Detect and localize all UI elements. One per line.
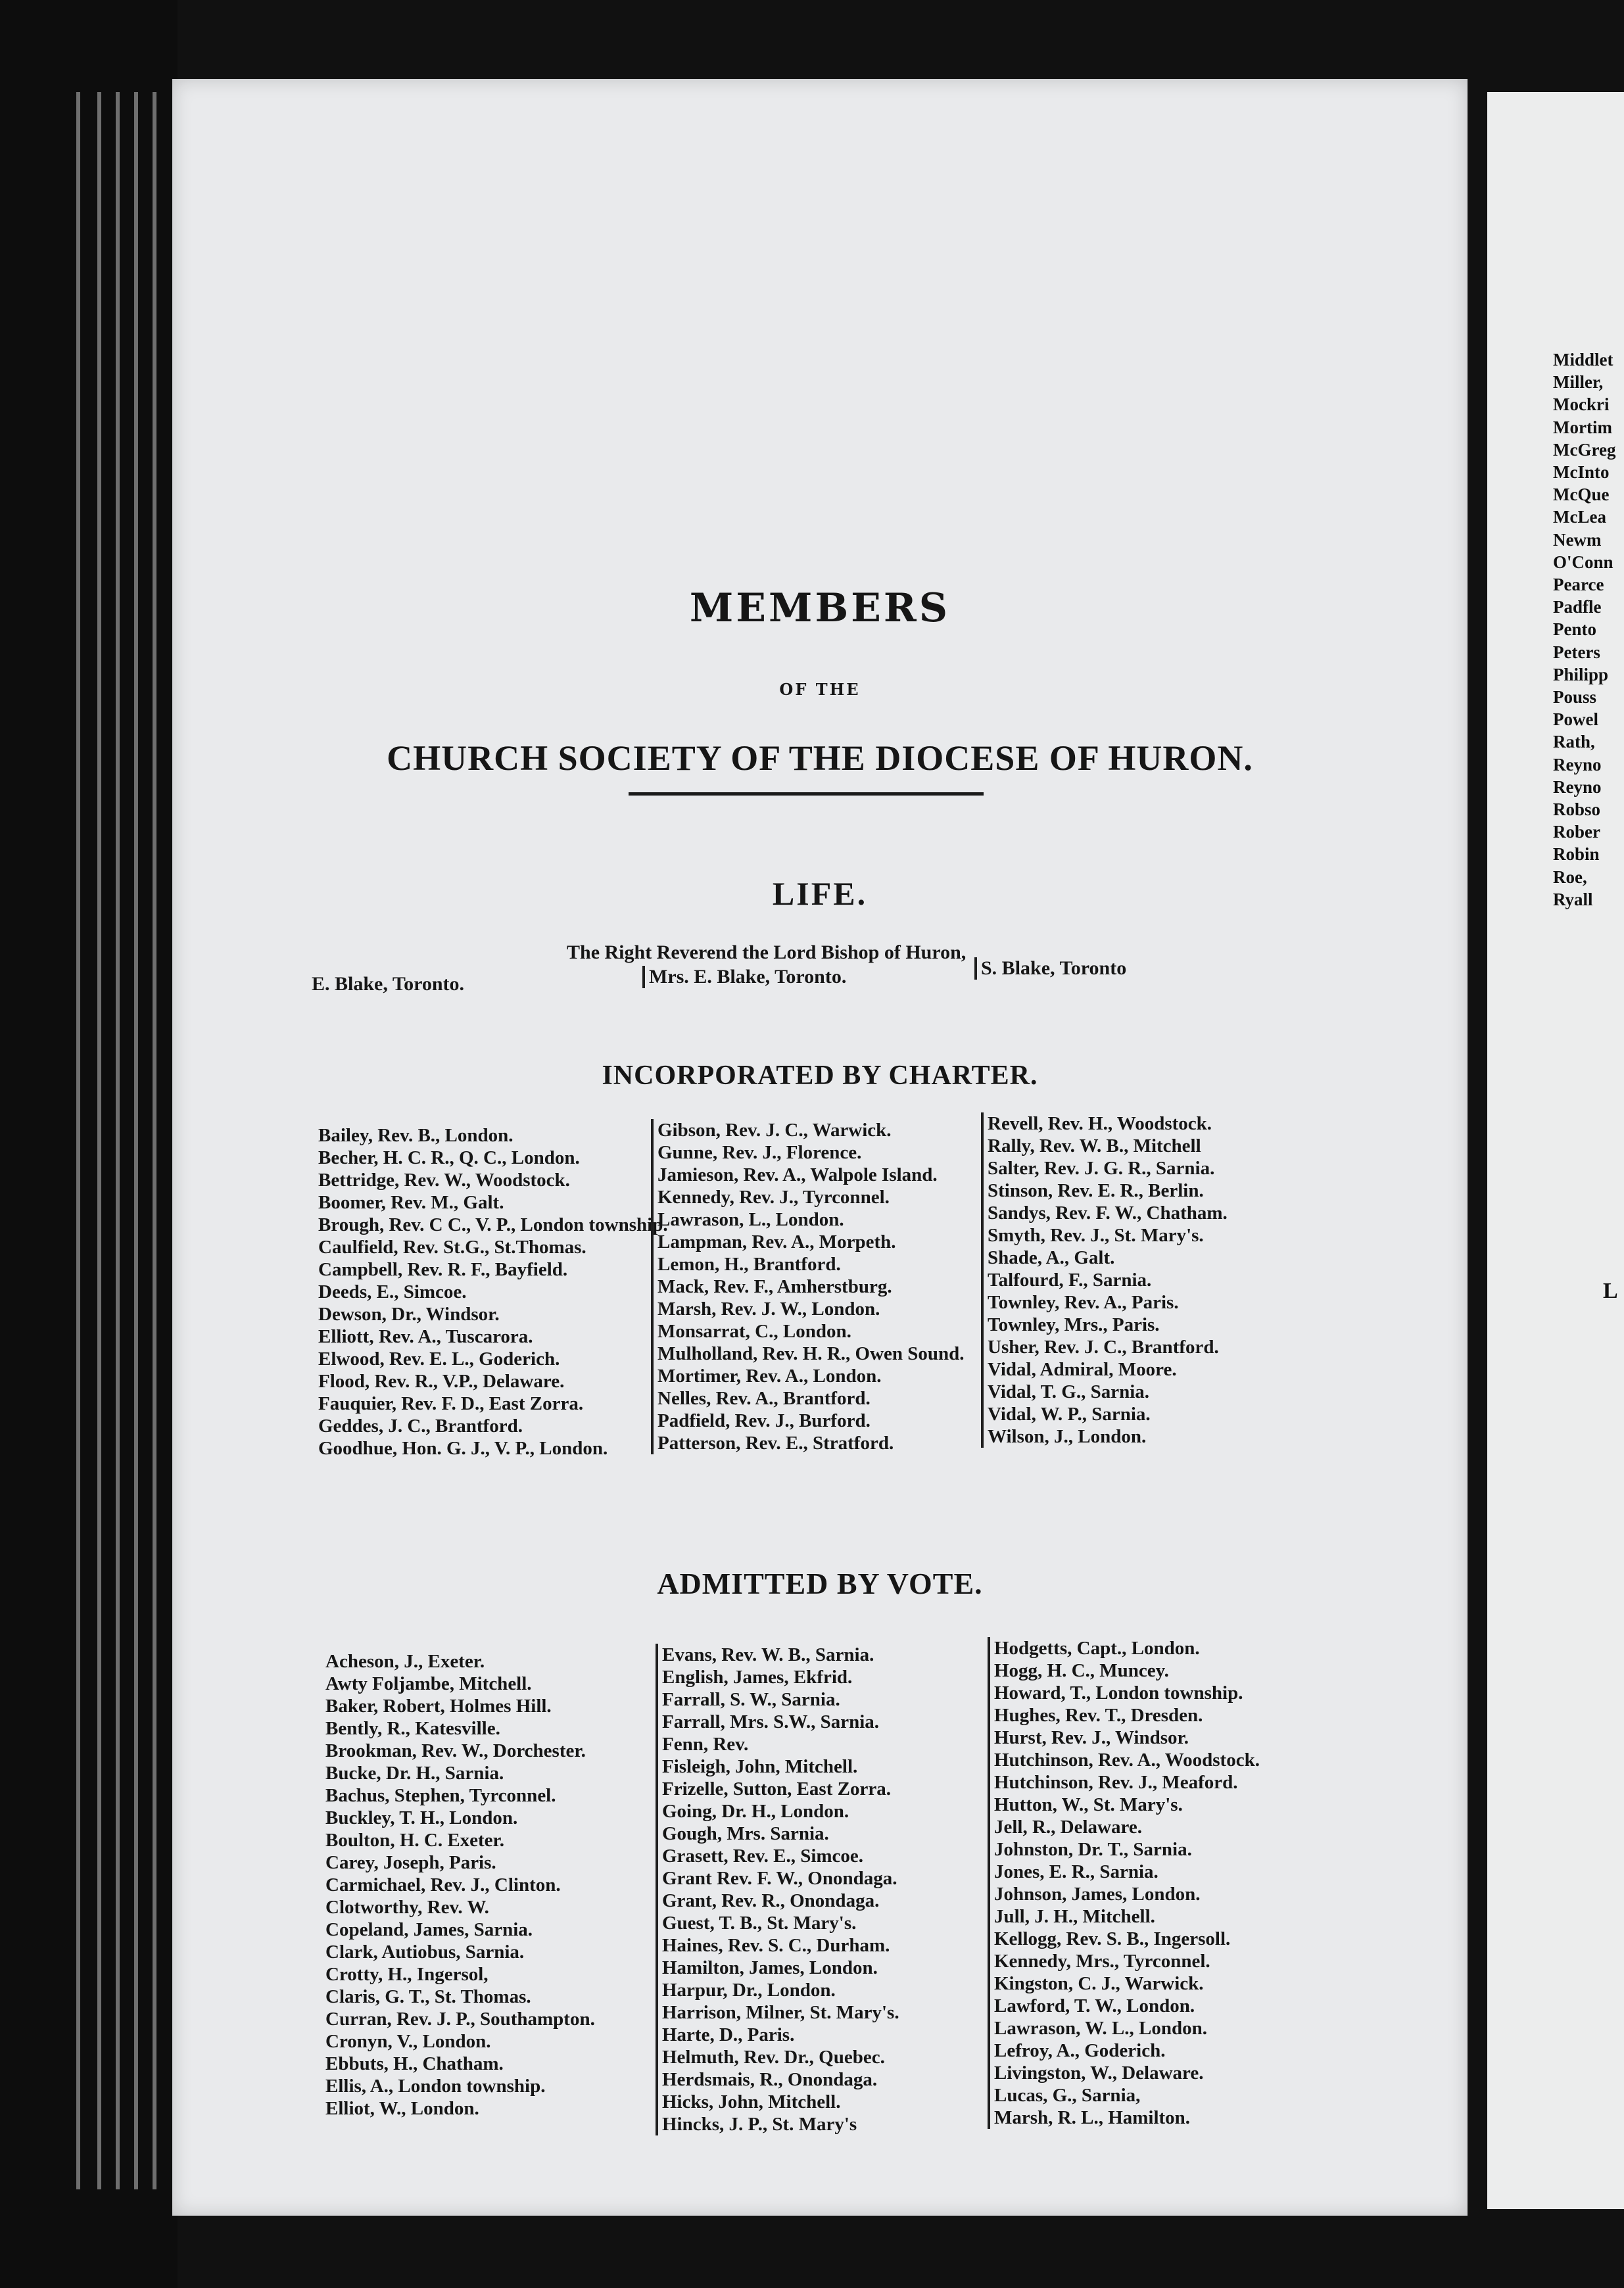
member-entry: Helmuth, Rev. Dr., Quebec. xyxy=(662,2047,885,2068)
member-entry: Gunne, Rev. J., Florence. xyxy=(657,1142,862,1163)
member-entry: Fenn, Rev. xyxy=(662,1734,749,1755)
facing-name: Robso xyxy=(1553,799,1601,820)
member-entry: Cronyn, V., London. xyxy=(325,2031,491,2052)
member-entry: Boulton, H. C. Exeter. xyxy=(325,1830,505,1851)
member-entry: Farrall, Mrs. S.W., Sarnia. xyxy=(662,1711,880,1732)
member-entry: Lawrason, W. L., London. xyxy=(994,2018,1207,2039)
life-member: S. Blake, Toronto xyxy=(974,957,1126,980)
facing-name: Mockri xyxy=(1553,394,1610,415)
member-entry: English, James, Ekfrid. xyxy=(662,1667,853,1688)
member-entry: Frizelle, Sutton, East Zorra. xyxy=(662,1778,891,1799)
vote-column xyxy=(656,1644,997,2135)
facing-name: Miller, xyxy=(1553,372,1604,393)
page-leaf-edge xyxy=(153,92,156,2189)
member-entry: Brough, Rev. C C., V. P., London township. xyxy=(318,1214,668,1235)
facing-name: Robin xyxy=(1553,844,1600,865)
member-entry: Lawford, T. W., London. xyxy=(994,1995,1195,2016)
member-entry: Marsh, R. L., Hamilton. xyxy=(994,2107,1191,2128)
member-entry: Mortimer, Rev. A., London. xyxy=(657,1366,882,1387)
facing-page xyxy=(1487,92,1624,2209)
member-entry: Hughes, Rev. T., Dresden. xyxy=(994,1705,1203,1726)
member-entry: Awty Foljambe, Mitchell. xyxy=(325,1673,532,1694)
member-entry: Jamieson, Rev. A., Walpole Island. xyxy=(657,1164,938,1185)
member-entry: Jones, E. R., Sarnia. xyxy=(994,1861,1158,1882)
member-entry: Livingston, W., Delaware. xyxy=(994,2062,1204,2084)
member-entry: Buckley, T. H., London. xyxy=(325,1807,518,1828)
member-entry: Bachus, Stephen, Tyrconnel. xyxy=(325,1785,556,1806)
facing-name: Pouss xyxy=(1553,687,1597,707)
member-entry: Baker, Robert, Holmes Hill. xyxy=(325,1696,552,1717)
page-leaf-edge xyxy=(116,92,120,2189)
facing-name: O'Conn xyxy=(1553,552,1613,572)
member-entry: Bucke, Dr. H., Sarnia. xyxy=(325,1763,504,1784)
member-entry: Hutton, W., St. Mary's. xyxy=(994,1794,1183,1815)
facing-name: Rober xyxy=(1553,822,1600,842)
facing-name: Reyno xyxy=(1553,776,1602,797)
member-entry: Revell, Rev. H., Woodstock. xyxy=(988,1113,1212,1134)
member-entry: Mack, Rev. F., Amherstburg. xyxy=(657,1276,892,1297)
member-entry: Townley, Mrs., Paris. xyxy=(988,1314,1160,1335)
member-entry: Kennedy, Rev. J., Tyrconnel. xyxy=(657,1187,890,1208)
life-heading: LIFE. xyxy=(772,875,868,912)
member-entry: Patterson, Rev. E., Stratford. xyxy=(657,1433,894,1454)
facing-name: Peters xyxy=(1553,642,1600,662)
facing-name: Reyno xyxy=(1553,754,1602,775)
member-entry: Mulholland, Rev. H. R., Owen Sound. xyxy=(657,1343,965,1364)
member-entry: Grant, Rev. R., Onondaga. xyxy=(662,1890,880,1911)
member-entry: Talfourd, F., Sarnia. xyxy=(988,1270,1152,1291)
member-entry: Wilson, J., London. xyxy=(988,1426,1147,1447)
member-entry: Lucas, G., Sarnia, xyxy=(994,2085,1141,2106)
member-entry: Marsh, Rev. J. W., London. xyxy=(657,1299,880,1320)
member-entry: Monsarrat, C., London. xyxy=(657,1321,851,1342)
page-title: MEMBERS xyxy=(689,585,951,631)
member-entry: Deeds, E., Simcoe. xyxy=(318,1281,467,1302)
member-entry: Grant Rev. F. W., Onondaga. xyxy=(662,1868,897,1889)
member-entry: Crotty, H., Ingersol, xyxy=(325,1964,489,1985)
facing-name: Pento xyxy=(1553,619,1596,640)
facing-page-names xyxy=(1553,348,1615,911)
page-leaf-edge xyxy=(97,92,101,2189)
member-entry: Jull, J. H., Mitchell. xyxy=(994,1906,1155,1927)
member-entry: Gough, Mrs. Sarnia. xyxy=(662,1823,829,1844)
member-entry: Hincks, J. P., St. Mary's xyxy=(662,2114,857,2135)
member-entry: Vidal, Admiral, Moore. xyxy=(988,1359,1177,1380)
member-entry: Farrall, S. W., Sarnia. xyxy=(662,1689,840,1710)
member-entry: Clotworthy, Rev. W. xyxy=(325,1897,489,1918)
member-entry: Ellis, A., London township. xyxy=(325,2076,546,2097)
member-entry: Fauquier, Rev. F. D., East Zorra. xyxy=(318,1393,584,1414)
member-entry: Campbell, Rev. R. F., Bayfield. xyxy=(318,1259,568,1280)
facing-name: Pearce xyxy=(1553,575,1604,595)
member-entry: Ebbuts, H., Chatham. xyxy=(325,2053,504,2074)
member-entry: Carey, Joseph, Paris. xyxy=(325,1852,496,1873)
vote-column xyxy=(325,1650,667,2120)
member-entry: Nelles, Rev. A., Brantford. xyxy=(657,1388,871,1409)
member-entry: Harte, D., Paris. xyxy=(662,2024,795,2045)
member-entry: Kennedy, Mrs., Tyrconnel. xyxy=(994,1951,1210,1972)
member-entry: Vidal, W. P., Sarnia. xyxy=(988,1404,1151,1425)
member-entry: Haines, Rev. S. C., Durham. xyxy=(662,1935,890,1956)
facing-name: McQue xyxy=(1553,485,1610,505)
member-entry: Carmichael, Rev. J., Clinton. xyxy=(325,1874,561,1895)
document-page xyxy=(172,79,1468,2216)
member-entry: Flood, Rev. R., V.P., Delaware. xyxy=(318,1371,565,1392)
facing-name: Padfle xyxy=(1553,597,1602,617)
member-entry: Bettridge, Rev. W., Woodstock. xyxy=(318,1170,570,1191)
facing-name: Middlet xyxy=(1553,350,1613,369)
member-entry: Salter, Rev. J. G. R., Sarnia. xyxy=(988,1158,1215,1179)
member-entry: Dewson, Dr., Windsor. xyxy=(318,1304,500,1325)
member-entry: Hutchinson, Rev. J., Meaford. xyxy=(994,1772,1238,1793)
member-entry: Acheson, J., Exeter. xyxy=(325,1651,485,1672)
member-entry: Elliott, Rev. A., Tuscarora. xyxy=(318,1326,533,1347)
facing-page-letter: L xyxy=(1603,1279,1618,1303)
member-entry: Brookman, Rev. W., Dorchester. xyxy=(325,1740,586,1761)
member-entry: Copeland, James, Sarnia. xyxy=(325,1919,533,1940)
member-entry: Lampman, Rev. A., Morpeth. xyxy=(657,1231,896,1252)
member-entry: Johnson, James, London. xyxy=(994,1884,1201,1905)
facing-name: Philipp xyxy=(1553,664,1609,684)
member-entry: Padfield, Rev. J., Burford. xyxy=(657,1410,871,1431)
page-leaf-edge xyxy=(134,92,138,2189)
member-entry: Becher, H. C. R., Q. C., London. xyxy=(318,1147,580,1168)
member-entry: Lemon, H., Brantford. xyxy=(657,1254,841,1275)
member-entry: Usher, Rev. J. C., Brantford. xyxy=(988,1337,1219,1358)
facing-name: Rath, xyxy=(1553,732,1595,752)
member-entry: Hodgetts, Capt., London. xyxy=(994,1638,1200,1659)
charter-column xyxy=(318,1124,673,1460)
member-entry: Lefroy, A., Goderich. xyxy=(994,2040,1166,2061)
facing-name: Roe, xyxy=(1553,867,1587,887)
member-entry: Rally, Rev. W. B., Mitchell xyxy=(988,1135,1201,1156)
member-entry: Hutchinson, Rev. A., Woodstock. xyxy=(994,1750,1260,1771)
member-entry: Hurst, Rev. J., Windsor. xyxy=(994,1727,1189,1748)
member-entry: Smyth, Rev. J., St. Mary's. xyxy=(988,1225,1204,1246)
member-entry: Elwood, Rev. E. L., Goderich. xyxy=(318,1348,560,1370)
member-entry: Curran, Rev. J. P., Southampton. xyxy=(325,2009,595,2030)
member-entry: Gibson, Rev. J. C., Warwick. xyxy=(657,1120,892,1141)
facing-name: McInto xyxy=(1553,462,1610,483)
member-entry: Hamilton, James, London. xyxy=(662,1957,878,1978)
member-entry: Shade, A., Galt. xyxy=(988,1247,1115,1268)
life-member: Mrs. E. Blake, Toronto. xyxy=(642,966,846,988)
member-entry: Lawrason, L., London. xyxy=(657,1209,844,1230)
member-entry: Vidal, T. G., Sarnia. xyxy=(988,1381,1150,1402)
member-entry: Fisleigh, John, Mitchell. xyxy=(662,1756,858,1777)
member-entry: Claris, G. T., St. Thomas. xyxy=(325,1986,531,2007)
charter-column xyxy=(651,1119,1006,1454)
facing-name: McLea xyxy=(1553,507,1606,527)
member-entry: Townley, Rev. A., Paris. xyxy=(988,1292,1179,1313)
title-connector: OF THE xyxy=(779,680,861,699)
member-entry: Geddes, J. C., Brantford. xyxy=(318,1416,523,1437)
member-entry: Elliot, W., London. xyxy=(325,2098,479,2119)
member-entry: Hogg, H. C., Muncey. xyxy=(994,1660,1169,1681)
member-entry: Harrison, Milner, St. Mary's. xyxy=(662,2002,899,2023)
society-name: CHURCH SOCIETY OF THE DIOCESE OF HURON. xyxy=(387,738,1253,778)
member-entry: Herdsmais, R., Onondaga. xyxy=(662,2069,878,2090)
charter-column xyxy=(981,1112,1343,1448)
member-entry: Kingston, C. J., Warwick. xyxy=(994,1973,1204,1994)
member-entry: Bently, R., Katesville. xyxy=(325,1718,500,1739)
facing-name: Mortim xyxy=(1553,417,1612,437)
vote-heading: ADMITTED BY VOTE. xyxy=(657,1567,983,1600)
member-entry: Stinson, Rev. E. R., Berlin. xyxy=(988,1180,1204,1201)
member-entry: Kellogg, Rev. S. B., Ingersoll. xyxy=(994,1928,1231,1949)
member-entry: Johnston, Dr. T., Sarnia. xyxy=(994,1839,1192,1860)
life-member: E. Blake, Toronto. xyxy=(312,973,465,995)
member-entry: Boomer, Rev. M., Galt. xyxy=(318,1192,504,1213)
book-spine-edge xyxy=(0,0,178,2288)
member-entry: Guest, T. B., St. Mary's. xyxy=(662,1913,857,1934)
divider-rule xyxy=(629,792,984,796)
member-entry: Clark, Autiobus, Sarnia. xyxy=(325,1942,525,1963)
facing-name: Ryall xyxy=(1553,889,1593,909)
member-entry: Sandys, Rev. F. W., Chatham. xyxy=(988,1203,1228,1224)
member-entry: Jell, R., Delaware. xyxy=(994,1817,1142,1838)
member-entry: Goodhue, Hon. G. J., V. P., London. xyxy=(318,1438,608,1459)
member-entry: Harpur, Dr., London. xyxy=(662,1980,836,2001)
member-entry: Bailey, Rev. B., London. xyxy=(318,1125,513,1146)
vote-column xyxy=(988,1637,1336,2129)
member-entry: Evans, Rev. W. B., Sarnia. xyxy=(662,1644,874,1665)
member-entry: Going, Dr. H., London. xyxy=(662,1801,849,1822)
facing-name: Powel xyxy=(1553,709,1598,730)
bishop-line: The Right Reverend the Lord Bishop of Huron, xyxy=(567,941,967,963)
facing-name: Newm xyxy=(1553,529,1602,550)
member-entry: Howard, T., London township. xyxy=(994,1682,1243,1704)
page-leaf-edge xyxy=(76,92,80,2189)
facing-name: McGreg xyxy=(1553,439,1616,460)
member-entry: Grasett, Rev. E., Simcoe. xyxy=(662,1846,864,1867)
member-entry: Caulfield, Rev. St.G., St.Thomas. xyxy=(318,1237,586,1258)
charter-heading: INCORPORATED BY CHARTER. xyxy=(602,1061,1038,1091)
member-entry: Hicks, John, Mitchell. xyxy=(662,2091,841,2112)
